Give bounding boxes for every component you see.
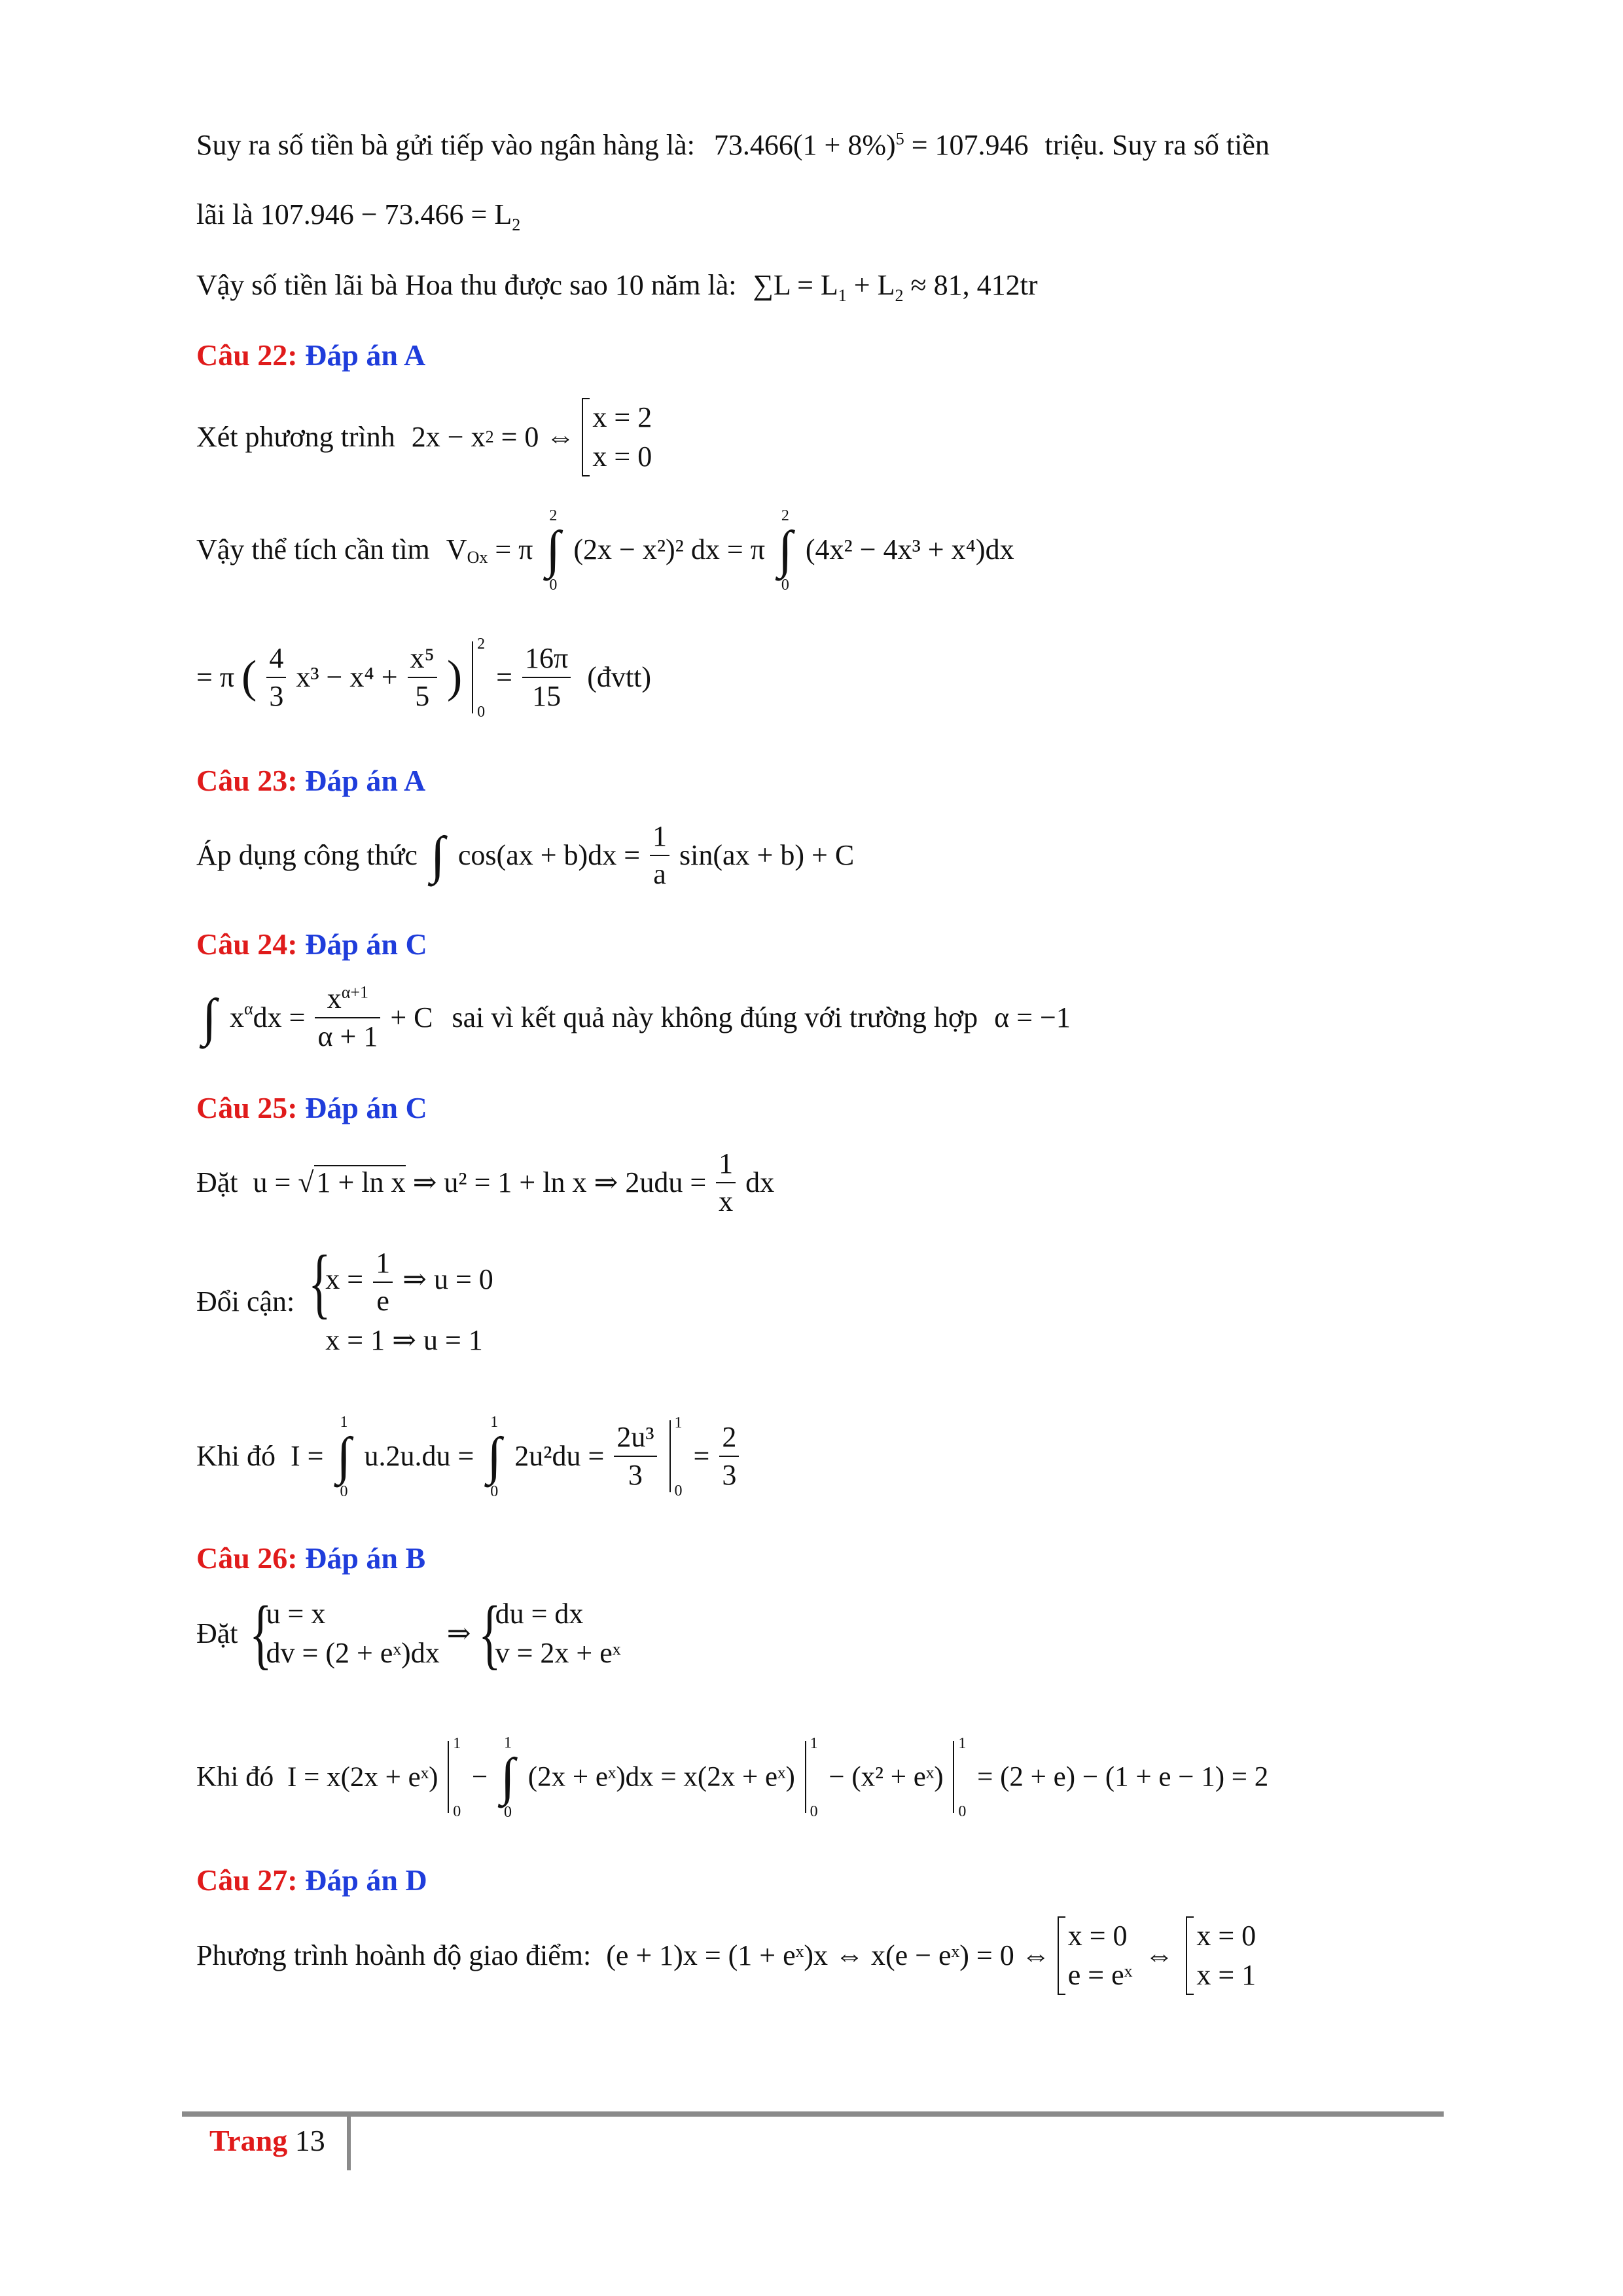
q27-sys1-a: x = 0 — [1067, 1920, 1128, 1952]
integral-sign — [196, 989, 223, 1047]
eval-upper: 1 — [453, 1735, 461, 1752]
q23-text: Áp dụng công thức — [196, 839, 418, 871]
frac-num-exp: α+1 — [341, 982, 369, 1002]
q22-frac-x5-5 — [408, 644, 437, 711]
q25-then-line — [196, 1414, 741, 1500]
integral-glyph: ∫ — [487, 1427, 502, 1485]
frac-num-base: x — [327, 982, 342, 1014]
q24-formula-b: dx = — [253, 1001, 306, 1033]
q22-equation-line — [196, 398, 652, 476]
q27-roots-2 — [1186, 1916, 1256, 1995]
q22-res-mid: x³ − x⁴ + — [296, 661, 398, 693]
q25-sqrt: 1 + ln x — [314, 1165, 406, 1198]
q26-sys2-a: du = dx — [495, 1598, 584, 1630]
q25-bound2: x = 1 ⇒ u = 1 — [325, 1324, 483, 1356]
q27-equation-line — [196, 1916, 1256, 1995]
sum-mid: + L — [846, 269, 895, 301]
sum-sub-1: 1 — [838, 285, 847, 305]
q25-then-c: 2u²du = — [514, 1440, 605, 1472]
q27-sys2-a: x = 0 — [1196, 1920, 1257, 1952]
frac-den: α + 1 — [317, 1020, 378, 1052]
q22-res-a: = π — [196, 661, 235, 693]
q24-frac — [315, 984, 380, 1051]
int-upper: 1 — [340, 1414, 348, 1431]
integral-sign — [540, 507, 566, 594]
frac-num: 1 — [716, 1149, 736, 1183]
q22-vox-sub: Ox — [467, 547, 488, 567]
q22-vol-a: = π — [495, 533, 533, 565]
q26-then-b: − — [471, 1761, 488, 1793]
q25-frac — [716, 1149, 736, 1216]
frac-den: 3 — [269, 680, 284, 712]
q22-vol-c: (4x² − 4x³ + x⁴)dx — [805, 533, 1014, 565]
intro-math-2: 107.946 − 73.466 = L — [260, 198, 512, 230]
integral-glyph: ∫ — [546, 521, 561, 579]
q26-then-line — [196, 1734, 1269, 1821]
eval-bar — [805, 1735, 822, 1820]
brace-glyph: { — [308, 1239, 331, 1326]
q26-implies: ⇒ — [446, 1617, 471, 1649]
int-lower: 0 — [549, 577, 558, 594]
integral-sign — [425, 829, 451, 882]
q26-label: Câu 26: — [196, 1541, 298, 1575]
sum-tail: ≈ 81, 412tr — [903, 269, 1038, 301]
q25-then-frac — [614, 1423, 656, 1490]
q24-heading — [196, 929, 427, 960]
intro-text: Suy ra số tiền bà gửi tiếp vào ngân hàng là: — [196, 129, 695, 161]
frac-den: 3 — [722, 1459, 737, 1491]
q25-set-c: dx — [745, 1166, 775, 1198]
q26-heading — [196, 1543, 425, 1573]
eval-lower: 0 — [810, 1803, 818, 1820]
q25-bounds-system — [308, 1239, 493, 1360]
q25-then-b: u.2u.du = — [364, 1440, 474, 1472]
integral-glyph: ∫ — [202, 989, 217, 1047]
page-number: 13 — [294, 2124, 325, 2157]
eval-lower: 0 — [477, 704, 486, 721]
integral-glyph: ∫ — [430, 827, 445, 884]
intro-line-1 — [196, 131, 1270, 160]
q27-heading — [196, 1865, 427, 1895]
integral-sign — [481, 1414, 507, 1500]
q26-sys1-a: u = x — [266, 1598, 326, 1630]
q22-root-2: x = 0 — [592, 440, 652, 473]
q23-label: Câu 23: — [196, 764, 298, 797]
q27-label: Câu 27: — [196, 1863, 298, 1897]
q26-sys1-b: dv = (2 + eˣ)dx — [266, 1637, 440, 1669]
q22-text: Xét phương trình — [196, 421, 395, 453]
frac-den: 3 — [628, 1459, 643, 1491]
q23-formula-line — [196, 822, 854, 889]
frac-num: 1 — [650, 822, 669, 856]
eval-upper: 2 — [477, 636, 486, 653]
frac-num: 2 — [719, 1423, 739, 1457]
int-upper: 2 — [781, 507, 789, 524]
frac-num: x⁵ — [408, 644, 437, 678]
brace-glyph: { — [249, 1590, 272, 1677]
q24-formula-a: x — [230, 1001, 244, 1033]
frac-den: a — [653, 858, 666, 890]
q25-then-eq: = — [693, 1440, 710, 1472]
q23-heading — [196, 766, 425, 796]
q25-result-frac — [719, 1423, 739, 1490]
eval-bar — [472, 636, 489, 721]
integral-glyph: ∫ — [777, 521, 793, 579]
q24-exp: α — [244, 999, 253, 1018]
intro-text-3: Vậy số tiền lãi bà Hoa thu được sao 10 năm là: — [196, 269, 737, 301]
footer-label: Trang — [209, 2124, 288, 2157]
q25-then-text: Khi đó — [196, 1440, 276, 1472]
integral-glyph: ∫ — [501, 1748, 515, 1806]
q22-res-eq: = — [496, 661, 512, 693]
frac-num: 4 — [266, 644, 286, 678]
footer-divider — [347, 2114, 351, 2170]
sum-sub-2: 2 — [895, 285, 904, 305]
intro-line-2 — [196, 198, 521, 234]
paren-close: ) — [446, 652, 463, 702]
eval-upper: 1 — [810, 1735, 818, 1752]
q24-formula-line — [196, 984, 1071, 1051]
intro-result: = 107.946 — [911, 129, 1029, 161]
q26-then-e: = (2 + e) − (1 + e − 1) = 2 — [977, 1761, 1269, 1793]
intro-exp: 5 — [895, 129, 904, 149]
q26-sys2-b: v = 2x + eˣ — [495, 1637, 621, 1669]
q23-answer: Đáp án A — [305, 764, 426, 797]
q27-roots-1 — [1058, 1916, 1133, 1995]
integral-glyph: ∫ — [336, 1427, 351, 1485]
q27-iff: ⇔ — [1145, 1939, 1174, 1971]
q26-then-c: (2x + eˣ)dx = x(2x + eˣ) — [527, 1761, 795, 1793]
intro-tail: triệu. Suy ra số tiền — [1044, 129, 1270, 161]
q26-set-line — [196, 1590, 621, 1677]
q24-label: Câu 24: — [196, 927, 298, 961]
intro-line-3 — [196, 269, 1038, 305]
paren-open: ( — [241, 652, 257, 702]
frac-den: e — [376, 1285, 389, 1317]
q25-set-b: ⇒ u² = 1 + ln x ⇒ 2udu = — [412, 1166, 707, 1198]
q25-bound1-b: ⇒ u = 0 — [402, 1263, 493, 1296]
q26-then-a: I = x(2x + eˣ) — [287, 1761, 438, 1793]
brace-glyph: { — [478, 1590, 501, 1677]
q23-frac — [650, 822, 669, 889]
q27-sys2-b: x = 1 — [1196, 1959, 1257, 1991]
q22-eq-tail: = 0 ⇔ — [493, 421, 575, 453]
q22-roots — [582, 398, 652, 476]
int-lower: 0 — [504, 1804, 512, 1821]
q22-volume-line — [196, 507, 1014, 594]
q26-then-text: Khi đó — [196, 1761, 274, 1793]
q24-text: sai vì kết quả này không đúng với trường hợp — [452, 1001, 978, 1033]
frac-num — [315, 984, 380, 1018]
q22-vol-b: (2x − x²)² dx = π — [573, 533, 765, 565]
q25-bound1-a: x = — [325, 1263, 364, 1296]
q25-set-text: Đặt — [196, 1166, 238, 1198]
q25-bound-frac — [373, 1249, 393, 1316]
integral-sign — [330, 1414, 357, 1500]
eval-upper: 1 — [674, 1414, 683, 1431]
q27-eq: (e + 1)x = (1 + eˣ)x ⇔ x(e − eˣ) = 0 ⇔ — [606, 1939, 1050, 1971]
sum-math: ∑L = L — [753, 269, 838, 301]
q26-system-2 — [478, 1590, 621, 1677]
q25-bounds-line — [196, 1239, 493, 1360]
intro-math: 73.466(1 + 8%) — [713, 129, 896, 161]
frac-den: 15 — [532, 680, 562, 712]
frac-num: 2u³ — [614, 1423, 656, 1457]
q26-system-1 — [249, 1590, 440, 1677]
int-lower: 0 — [490, 1483, 499, 1500]
q22-frac-result — [522, 644, 571, 711]
footer-rule — [182, 2111, 1444, 2117]
integral-sign — [495, 1734, 521, 1821]
eval-lower: 0 — [453, 1803, 461, 1820]
eval-lower: 0 — [674, 1482, 683, 1499]
eval-upper: 1 — [958, 1735, 967, 1752]
q25-heading — [196, 1093, 427, 1123]
integral-sign — [772, 507, 798, 594]
q26-then-d: − (x² + eˣ) — [829, 1761, 944, 1793]
q25-then-a: I = — [291, 1440, 324, 1472]
q25-set-a: u = — [253, 1166, 291, 1198]
q24-answer: Đáp án C — [305, 927, 427, 961]
q25-label: Câu 25: — [196, 1091, 298, 1124]
int-upper: 2 — [549, 507, 558, 524]
q22-root-1: x = 2 — [592, 401, 652, 433]
int-lower: 0 — [781, 577, 789, 594]
q22-result-line — [196, 636, 651, 721]
q26-set-text: Đặt — [196, 1617, 238, 1649]
int-lower: 0 — [340, 1483, 348, 1500]
q22-frac-4-3 — [266, 644, 286, 711]
eval-bar — [669, 1414, 687, 1499]
intro-text-2: lãi là — [196, 198, 253, 230]
page-footer — [209, 2123, 325, 2158]
eval-bar — [953, 1735, 970, 1820]
q22-eq-exp: 2 — [485, 427, 494, 446]
q27-answer: Đáp án D — [305, 1863, 427, 1897]
frac-num: 16π — [522, 644, 571, 678]
q23-formula-b: sin(ax + b) + C — [679, 839, 855, 871]
q24-formula-c: + C — [390, 1001, 433, 1033]
q25-set-line: Đặt u = √1 + ln x ⇒ u² = 1 + ln x ⇒ 2udu = $\frac{1}{x}$ dx — [196, 1147, 775, 1217]
q22-label: Câu 22: — [196, 338, 298, 372]
q22-text-2: Vậy thể tích cần tìm — [196, 533, 430, 565]
q24-cond: α = −1 — [994, 1001, 1071, 1033]
q25-answer: Đáp án C — [305, 1091, 427, 1124]
q22-unit: (đvtt) — [587, 661, 651, 693]
eval-bar — [448, 1735, 465, 1820]
frac-den: x — [719, 1185, 734, 1217]
q27-sys1-b: e = eˣ — [1067, 1959, 1133, 1991]
q22-vox: V — [446, 533, 467, 565]
int-upper: 1 — [490, 1414, 499, 1431]
q25-bound-text: Đổi cận: — [196, 1285, 295, 1318]
int-upper: 1 — [504, 1734, 512, 1751]
intro-sub-2: 2 — [512, 215, 521, 234]
q26-answer: Đáp án B — [305, 1541, 426, 1575]
eval-lower: 0 — [958, 1803, 967, 1820]
q23-formula-a: cos(ax + b)dx = — [457, 839, 641, 871]
q22-answer: Đáp án A — [305, 338, 426, 372]
q27-text: Phương trình hoành độ giao điểm: — [196, 1939, 592, 1971]
frac-den: 5 — [415, 680, 430, 712]
q22-eq: 2x − x — [411, 421, 486, 453]
frac-num: 1 — [373, 1249, 393, 1283]
q22-heading — [196, 340, 425, 370]
